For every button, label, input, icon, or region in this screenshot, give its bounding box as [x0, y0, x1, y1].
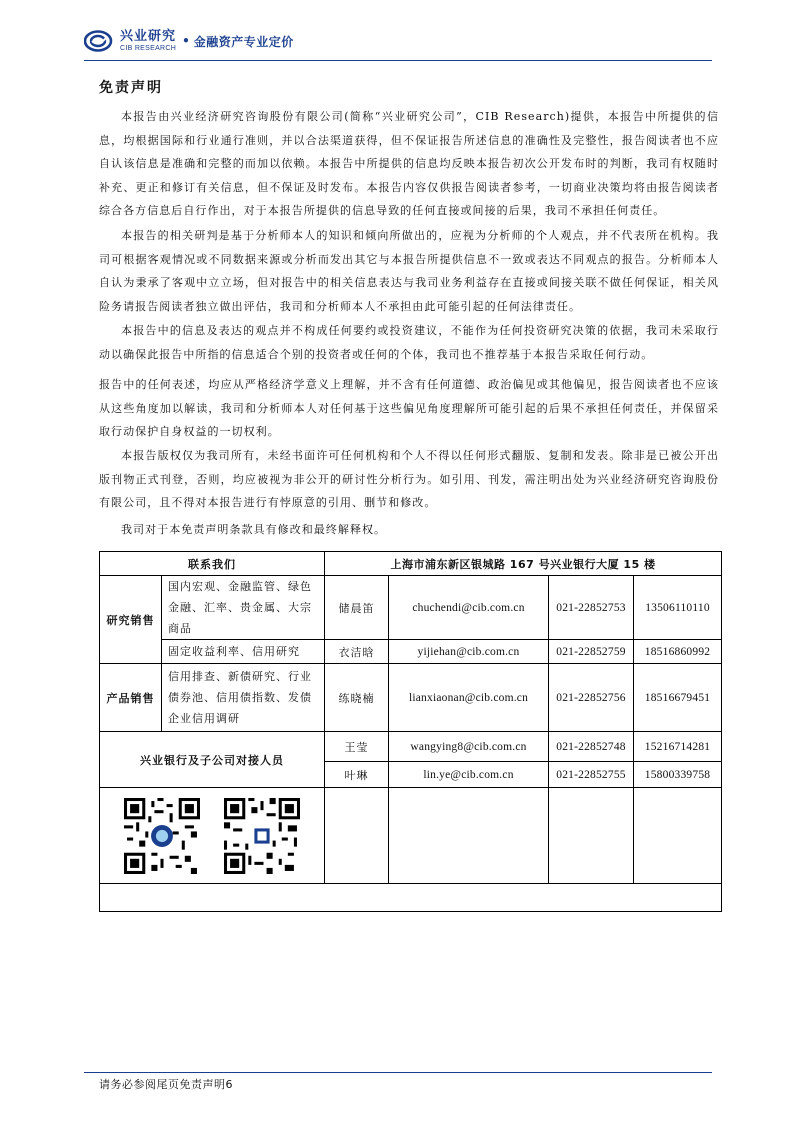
header-separator: •	[182, 34, 190, 48]
page-header	[84, 26, 714, 56]
disclaimer-paragraph-4: 报告中的任何表述，均应从严格经济学意义上理解，并不含有任何道德、政治偏见或其他偏见，报告阅读者也不应该从这些角度加以解读，我司和分析师本人对任何基于这些偏见角度理解所可能引起的后果不承担任何责任，并保留采取行动保护自身权益的一切权利。	[99, 378, 719, 438]
liaison-label: 兴业银行及子公司对接人员	[100, 732, 325, 788]
contact-name: 练晓楠	[325, 664, 389, 732]
contact-field: 固定收益利率、信用研究	[162, 640, 325, 664]
contact-phone: 021-22852759	[549, 640, 634, 664]
cib-logo-icon	[84, 30, 116, 52]
qr-code-icon	[224, 798, 300, 874]
contact-phone: 021-22852753	[549, 576, 634, 640]
product-sales-label: 产品销售	[100, 664, 162, 732]
contact-name: 储晨笛	[325, 576, 389, 640]
contact-us-header: 联系我们	[100, 552, 325, 576]
disclaimer-paragraph-3: 本报告中的信息及表达的观点并不构成任何要约或投资建议，不能作为任何投资研究决策的依据，我司未采取行动以确保此报告中所指的信息适合个别的投资者或任何的个体，我司也不推荐基于本报告采取任何行动。	[99, 324, 719, 361]
contact-phone: 021-22852756	[549, 664, 634, 732]
disclaimer-paragraph-1: 本报告由兴业经济研究咨询股份有限公司(简称“兴业研究公司”，CIB Research)提供，本报告中所提供的信息，均根据国际和行业通行准则，并以合法渠道获得，但不保证报告所述信息的准确性及完整性，报告阅读者也不应自认该信息是准确和完整的而加以依赖。本报告中所提供的信息均反映本报告初次公开发布时的判断，我司有权随时补充、更正和修订有关信息，但不保证及时发布。本报告内容仅供报告阅读者参考，一切商业决策均将由报告阅读者综合各方信息后自行作出，对于本报告所提供的信息导致的任何直接或间接的后果，我司不承担任何责任。	[99, 110, 719, 217]
empty-footer-row	[100, 884, 722, 912]
qr-code-cell	[100, 788, 325, 884]
empty-cell	[389, 788, 549, 884]
contact-name: 王莹	[325, 732, 389, 762]
page-title: 免责声明	[99, 80, 163, 96]
contact-mobile: 13506110110	[634, 576, 722, 640]
contact-name: 叶琳	[325, 762, 389, 788]
contact-email[interactable]: chuchendi@cib.com.cn	[389, 576, 549, 640]
footer-divider	[84, 1072, 712, 1073]
disclaimer-paragraph-5: 本报告版权仅为我司所有，未经书面许可任何机构和个人不得以任何形式翻版、复制和发表。除非是已被公开出版刊物正式刊登，否则，均应被视为非公开的研讨性分析行为。如引用、刊发，需注明出处为兴业经济研究咨询股份有限公司，且不得对本报告进行有悖原意的引用、删节和修改。	[99, 449, 719, 509]
contact-email[interactable]: yijiehan@cib.com.cn	[389, 640, 549, 664]
contact-email[interactable]: wangying8@cib.com.cn	[389, 732, 549, 762]
contact-phone: 021-22852748	[549, 732, 634, 762]
contact-mobile: 15216714281	[634, 732, 722, 762]
disclaimer-paragraph-6: 我司对于本免责声明条款具有修改和最终解释权。	[121, 523, 387, 536]
contact-email[interactable]: lin.ye@cib.com.cn	[389, 762, 549, 788]
contact-email[interactable]: lianxiaonan@cib.com.cn	[389, 664, 549, 732]
logo-text	[120, 30, 176, 52]
qr-code-icon	[124, 798, 200, 874]
contact-field: 信用排查、新债研究、行业债券池、信用债指数、发债企业信用调研	[162, 664, 325, 732]
contact-table	[99, 551, 722, 912]
logo-en: CIB RESEARCH	[120, 45, 177, 52]
contact-mobile: 18516860992	[634, 640, 722, 664]
header-slogan: 金融资产专业定价	[193, 34, 294, 49]
office-address: 上海市浦东新区银城路 167 号兴业银行大厦 15 楼	[325, 552, 722, 576]
page-footer: 请务必参阅尾页免责声明6	[99, 1078, 233, 1091]
contact-mobile: 15800339758	[634, 762, 722, 788]
empty-cell	[634, 788, 722, 884]
empty-cell	[549, 788, 634, 884]
contact-mobile: 18516679451	[634, 664, 722, 732]
contact-name: 衣洁晗	[325, 640, 389, 664]
contact-phone: 021-22852755	[549, 762, 634, 788]
research-sales-label: 研究销售	[100, 576, 162, 664]
empty-cell	[325, 788, 389, 884]
logo-cn: 兴业研究	[120, 29, 177, 44]
disclaimer-paragraph-2: 本报告的相关研判是基于分析师本人的知识和倾向所做出的，应视为分析师的个人观点，并不代表所在机构。我司可根据客观情况或不同数据来源或分析而发出其它与本报告所提供信息不一致或表达不同观点的报告。分析师本人自认为秉承了客观中立立场，但对报告中的相关信息表达与我司业务利益存在直接或间接关联不做任何保证，相关风险务请报告阅读者独立做出评估，我司和分析师本人不承担由此可能引起的任何法律责任。	[99, 229, 719, 313]
header-divider	[84, 60, 712, 61]
contact-field: 国内宏观、金融监管、绿色金融、汇率、贵金属、大宗商品	[162, 576, 325, 640]
